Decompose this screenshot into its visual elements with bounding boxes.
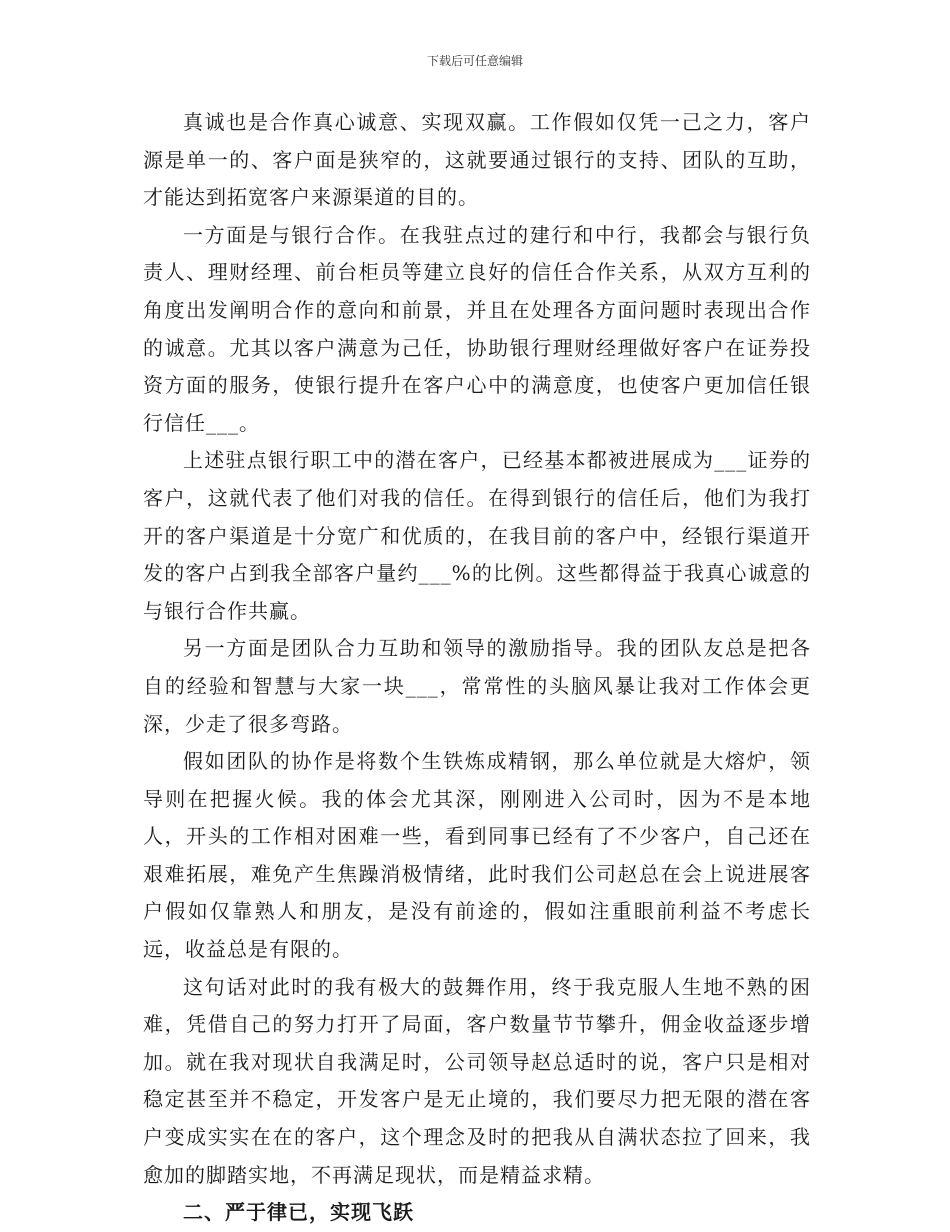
paragraph: 上述驻点银行职工中的潜在客户，已经基本都被进展成为___证券的客户，这就代表了他们对我的信任。在得到银行的信任后，他们为我打开的客户渠道是十分宽广和优质的，在我目前的客户中，经银行渠道开发的客户占到我全部客户量约___%的比例。这些都得益于我真心诚意的与银行合作共赢。: [143, 448, 811, 623]
document-body: [143, 104, 811, 1232]
page-header: 下载后可任意编辑: [426, 54, 523, 68]
paragraph: 另一方面是团队合力互助和领导的激励指导。我的团队友总是把各自的经验和智慧与大家一块___，常常性的头脑风暴让我对工作体会更深，少走了很多弯路。: [143, 636, 811, 736]
paragraph: 真诚也是合作真心诚意、实现双赢。工作假如仅凭一己之力，客户源是单一的、客户面是狭窄的，这就要通过银行的支持、团队的互助，才能达到拓宽客户来源渠道的目的。: [143, 110, 811, 210]
section-heading: 二、严于律已，实现飞跃: [183, 1200, 414, 1225]
paragraph: 一方面是与银行合作。在我驻点过的建行和中行，我都会与银行负责人、理财经理、前台柜员等建立良好的信任合作关系，从双方互利的角度出发阐明合作的意向和前景，并且在处理各方面问题时表现出合作的诚意。尤其以客户满意为己任，协助银行理财经理做好客户在证券投资方面的服务，使银行提升在客户心中的满意度，也使客户更加信任银行信任___。: [143, 222, 811, 435]
paragraph: 假如团队的协作是将数个生铁炼成精钢，那么单位就是大熔炉，领导则在把握火候。我的体会尤其深，刚刚进入公司时，因为不是本地人，开头的工作相对困难一些，看到同事已经有了不少客户，自己还在艰难拓展，难免产生焦躁消极情绪，此时我们公司赵总在会上说进展客户假如仅靠熟人和朋友，是没有前途的，假如注重眼前利益不考虑长远，收益总是有限的。: [143, 749, 811, 962]
paragraph: 这句话对此时的我有极大的鼓舞作用，终于我克服人生地不熟的困难，凭借自己的努力打开了局面，客户数量节节攀升，佣金收益逐步增加。就在我对现状自我满足时，公司领导赵总适时的说，客户只是相对稳定甚至并不稳定，开发客户是无止境的，我们要尽力把无限的潜在客户变成实实在在的客户，这个理念及时的把我从自满状态拉了回来，我愈加的脚踏实地，不再满足现状，而是精益求精。: [143, 974, 811, 1187]
